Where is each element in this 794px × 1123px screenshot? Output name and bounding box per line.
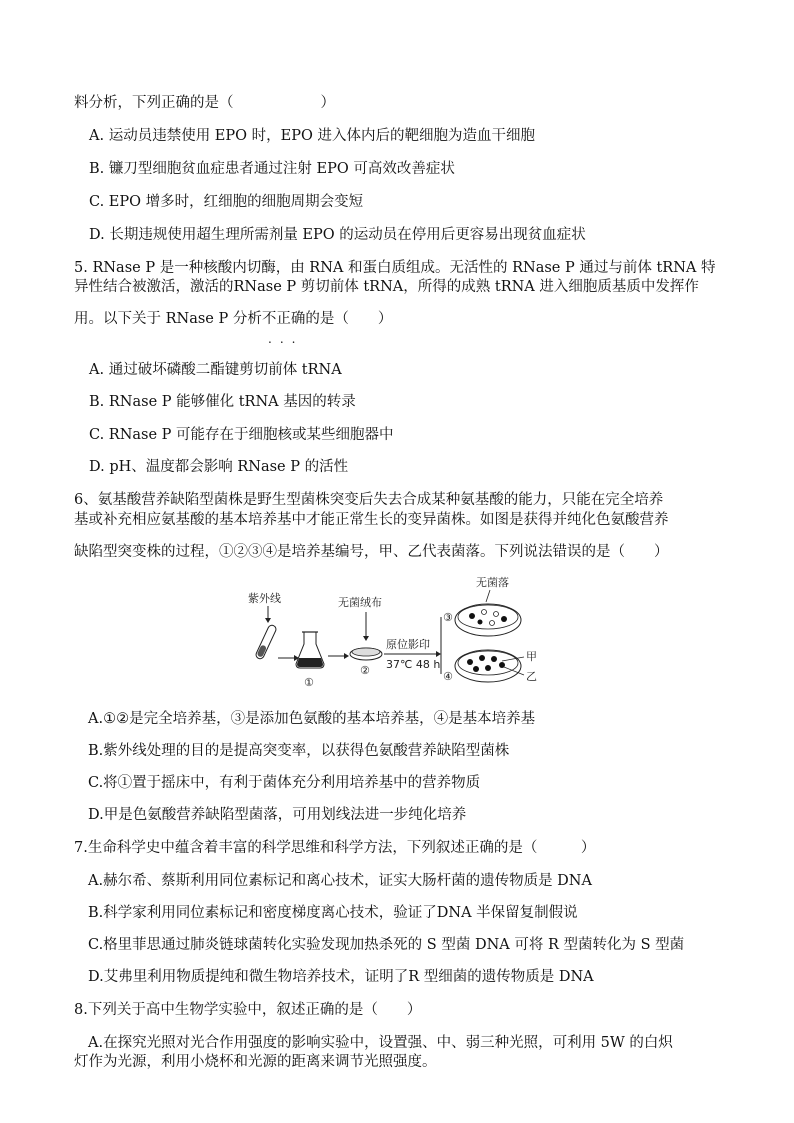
q7-option-a: A.赫尔希、蔡斯利用同位素标记和离心技术，证实大肠杆菌的遗传物质是 DNA (88, 873, 592, 889)
q7-option-b: B.科学家利用同位素标记和密度梯度离心技术，验证了DNA 半保留复制假说 (88, 905, 578, 921)
uv-arrow-head (265, 618, 271, 623)
q5-option-b: B. RNase P 能够催化 tRNA 基因的转录 (89, 394, 356, 410)
q7-option-c: C.格里菲思通过肺炎链球菌转化实验发现加热杀死的 S 型菌 DNA 可将 R 型菌转化为 S 型菌 (88, 937, 685, 953)
number-2: ② (360, 664, 370, 677)
q5-option-a: A. 通过破坏磷酸二酯键剪切前体 tRNA (89, 362, 342, 378)
q7-option-d: D.艾弗里利用物质提纯和微生物培养技术，证明了R 型细菌的遗传物质是 DNA (88, 969, 594, 985)
q6-option-c: C.将①置于摇床中，有利于菌体充分利用培养基中的营养物质 (88, 775, 481, 791)
q5-option-d: D. pH、温度都会影响 RNase P 的活性 (89, 459, 349, 475)
arrow-bottom-label: 37℃ 48 h (386, 658, 441, 671)
q4-option-a: A. 运动员违禁使用 EPO 时，EPO 进入体内后的靶细胞为造血干细胞 (89, 128, 535, 144)
q4-option-d: D. 长期违规使用超生理所需剂量 EPO 的运动员在停用后更容易出现贫血症状 (89, 227, 586, 243)
velvet-label: 无菌绒布 (338, 596, 382, 609)
q6-stem-line-1: 6、氨基酸营养缺陷型菌株是野生型菌株突变后失去合成某种氨基酸的能力，只能在完全培养 (74, 492, 664, 508)
number-1: ① (304, 676, 314, 689)
q6-option-b: B.紫外线处理的目的是提高突变率，以获得色氨酸营养缺陷型菌株 (88, 743, 510, 759)
q6-option-d: D.甲是色氨酸营养缺陷型菌落，可用划线法进一步纯化培养 (88, 807, 467, 823)
q5-stem-line-3: 用。以下关于 RNase P 分析不正确的是（ ） (74, 311, 393, 327)
q8-option-a-line-2: 灯作为光源，利用小烧杯和光源的距离来调节光照强度。 (74, 1054, 437, 1070)
q5-stem-line-1: 5. RNase P 是一种核酸内切酶，由 RNA 和蛋白质组成。无活性的 RNase P 通过与前体 tRNA 特 (74, 260, 716, 276)
plate-3-icon (455, 604, 521, 636)
q6-option-a: A.①②是完全培养基，③是添加色氨酸的基本培养基，④是基本培养基 (88, 711, 536, 727)
label-yi: 乙 (526, 670, 537, 683)
q4-option-b: B. 镰刀型细胞贫血症患者通过注射 EPO 可高效改善症状 (89, 161, 455, 177)
q7-stem: 7.生命科学史中蕴含着丰富的科学思维和科学方法，下列叙述正确的是（ ） (74, 840, 596, 856)
number-4: ④ (443, 670, 453, 683)
q6-stem-line-3: 缺陷型突变株的过程，①②③④是培养基编号，甲、乙代表菌落。下列说法错误的是（ ） (74, 544, 669, 560)
test-tube-icon (255, 624, 277, 660)
label-jia: 甲 (526, 650, 537, 663)
uv-label: 紫外线 (248, 592, 281, 605)
q8-option-a-line-1: A.在探究光照对光合作用强度的影响实验中，设置强、中、弱三种光照，可利用 5W 的白炽 (88, 1035, 673, 1051)
plate-2-icon (350, 648, 382, 660)
q6-stem-line-2: 基或补充相应氨基酸的基本培养基中才能正常生长的变异菌株。如图是获得并纯化色氨酸营养 (74, 512, 669, 528)
q8-stem: 8.下列关于高中生物学实验中，叙述正确的是（ ） (74, 1002, 422, 1018)
plate-4-icon (455, 650, 521, 682)
bacteria-screening-figure (240, 572, 540, 692)
emphasis-dots: ... (268, 332, 304, 346)
colony-label: 无菌落 (476, 576, 509, 589)
q4-stem-tail: 料分析，下列正确的是（ ） (74, 95, 335, 111)
number-3: ③ (443, 611, 453, 624)
q4-option-c: C. EPO 增多时，红细胞的细胞周期会变短 (89, 194, 364, 210)
q5-option-c: C. RNase P 可能存在于细胞核或某些细胞器中 (89, 427, 394, 443)
flask-icon (296, 632, 324, 668)
q5-stem-line-2: 异性结合被激活，激活的RNase P 剪切前体 tRNA，所得的成熟 tRNA 进入细胞质基质中发挥作 (74, 279, 699, 295)
arrow-top-label: 原位影印 (386, 638, 430, 651)
